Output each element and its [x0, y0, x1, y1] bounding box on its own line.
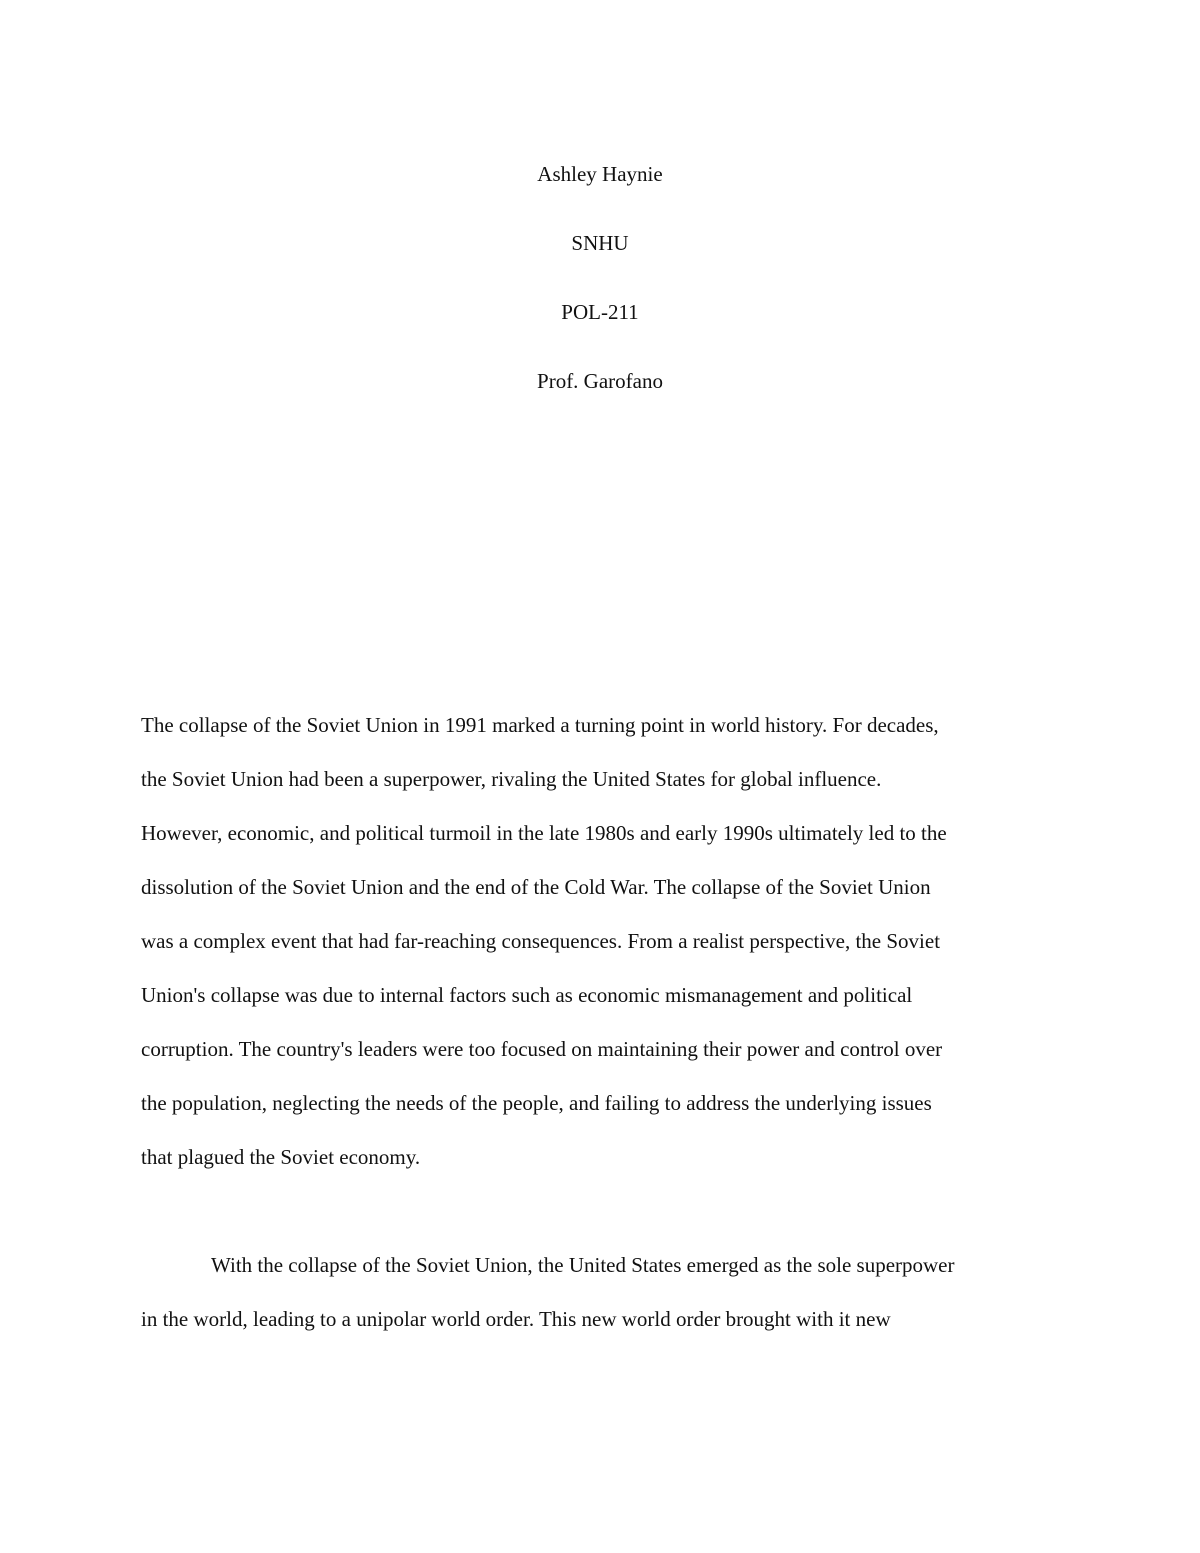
title-block — [0, 140, 1200, 416]
paragraph-line: The collapse of the Soviet Union in 1991 marked a turning point in world history. For decades, — [141, 713, 939, 737]
paragraph-gap — [141, 1184, 1053, 1238]
paragraph-line: the Soviet Union had been a superpower, rivaling the United States for global influence. — [141, 767, 882, 791]
professor-name: Prof. Garofano — [537, 369, 663, 393]
document-body — [141, 698, 1053, 1346]
paragraph-line: in the world, leading to a unipolar world order. This new world order brought with it new — [141, 1307, 891, 1331]
course-code: POL-211 — [561, 300, 639, 324]
paragraph-line: However, economic, and political turmoil in the late 1980s and early 1990s ultimately led to the — [141, 821, 947, 845]
paragraph-1 — [141, 698, 1053, 1184]
paragraph-line: the population, neglecting the needs of the people, and failing to address the underlying issues — [141, 1091, 932, 1115]
paragraph-line: With the collapse of the Soviet Union, the United States emerged as the sole superpower — [211, 1253, 955, 1277]
paragraph-line: dissolution of the Soviet Union and the end of the Cold War. The collapse of the Soviet Union — [141, 875, 931, 899]
paragraph-2 — [141, 1238, 1053, 1346]
author-name: Ashley Haynie — [537, 162, 663, 186]
paragraph-line: was a complex event that had far-reaching consequences. From a realist perspective, the Soviet — [141, 929, 941, 953]
paragraph-line: Union's collapse was due to internal factors such as economic mismanagement and political — [141, 983, 913, 1007]
paragraph-line: corruption. The country's leaders were too focused on maintaining their power and control over — [141, 1037, 943, 1061]
paragraph-line: that plagued the Soviet economy. — [141, 1145, 421, 1169]
institution: SNHU — [571, 231, 629, 255]
